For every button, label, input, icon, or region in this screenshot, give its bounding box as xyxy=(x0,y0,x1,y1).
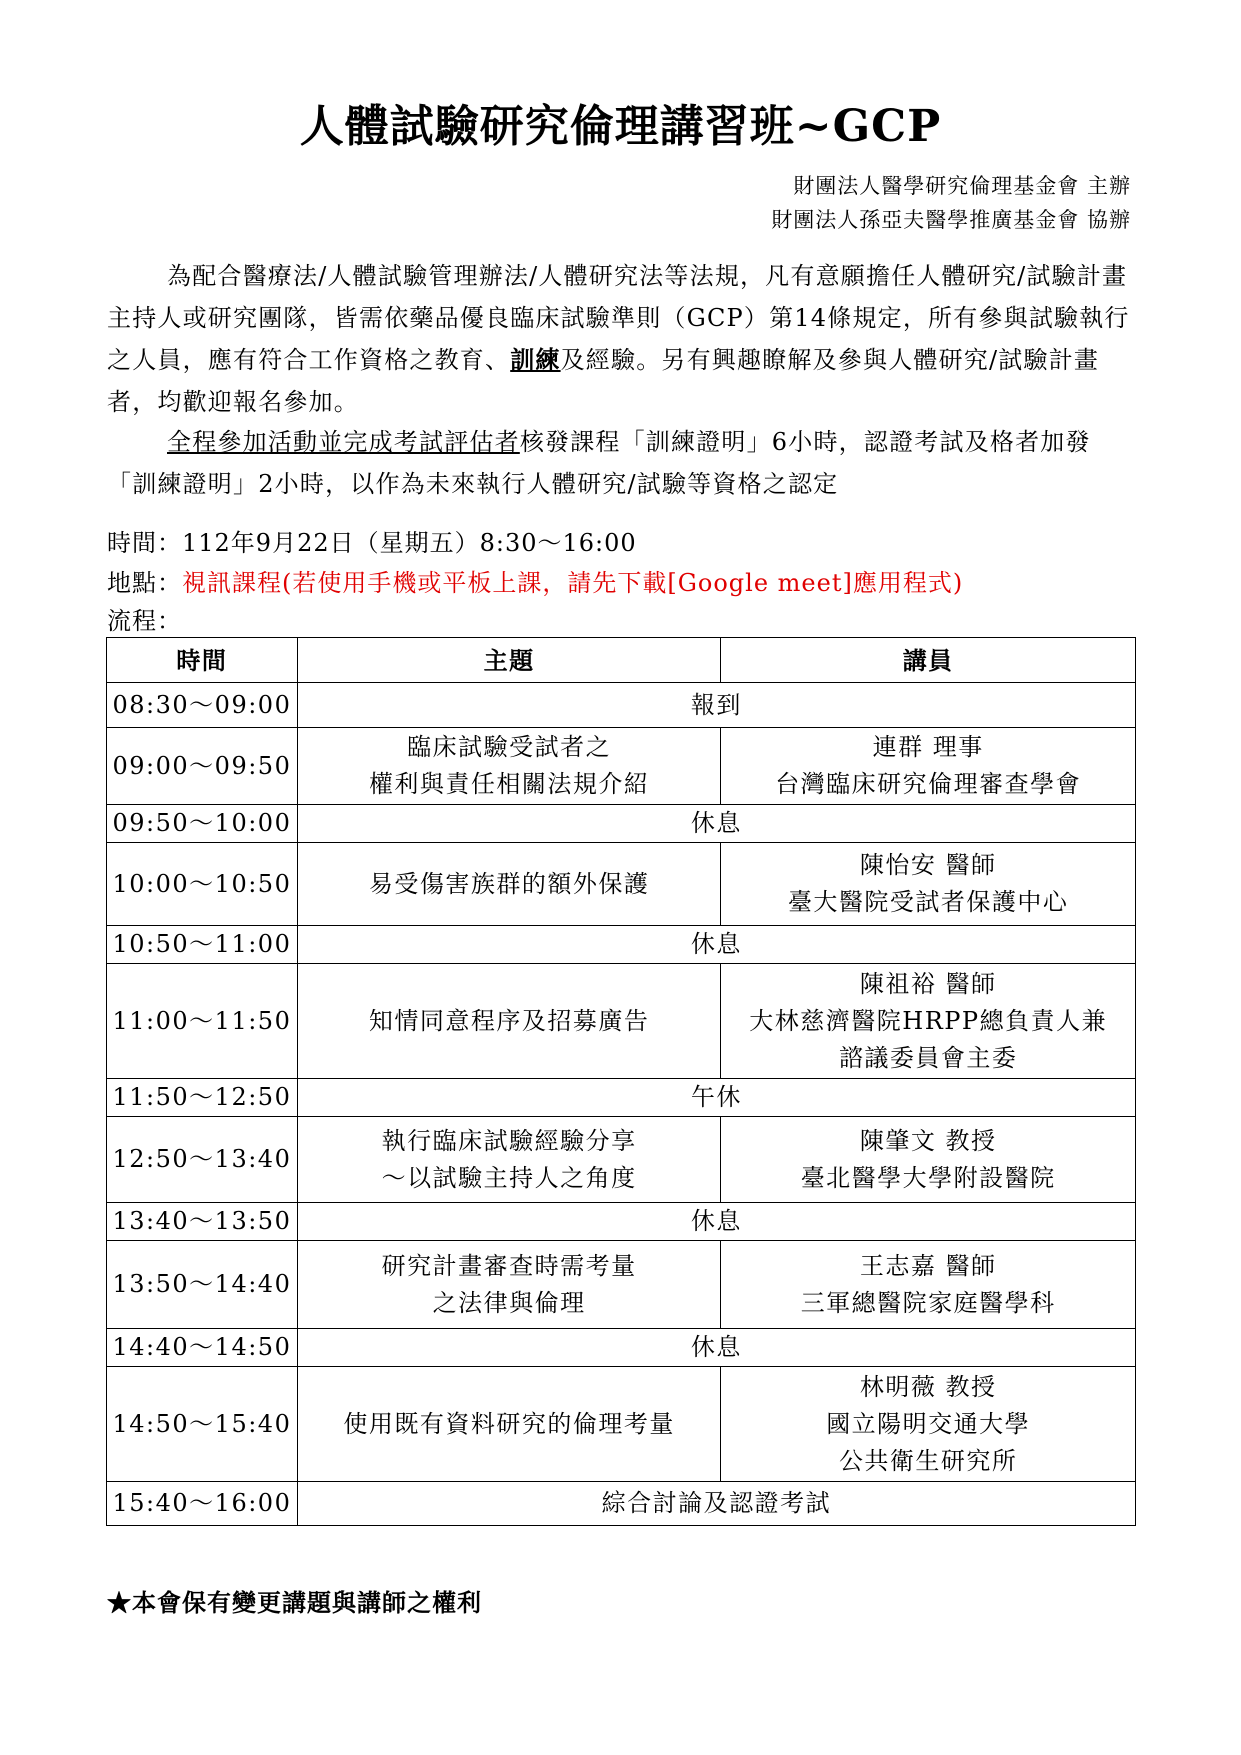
speaker-affiliation: 臺北醫學大學附設醫院 xyxy=(800,1163,1056,1192)
row-topic xyxy=(297,843,721,926)
topic-line: 之法律與倫理 xyxy=(432,1288,586,1317)
speaker-name: 陳祖裕 醫師 xyxy=(859,969,997,998)
topic-line: ～以試驗主持人之角度 xyxy=(381,1163,637,1192)
table-row xyxy=(107,843,1136,926)
speaker-affiliation: 臺大醫院受試者保護中心 xyxy=(787,888,1069,916)
topic-line: 易受傷害族群的額外保護 xyxy=(368,869,650,898)
row-event: 休息 xyxy=(297,1203,1135,1241)
row-time: 11:00～11:50 xyxy=(107,964,298,1079)
intro-p2-text: 核發課程「訓練證明」6小時，認證考試及格者加發「訓練證明」2小時，以作為未來執行人體研究/試驗等資格之認定 xyxy=(107,428,1091,498)
page-title: 人體試驗研究倫理講習班~GCP xyxy=(299,101,942,152)
table-row xyxy=(107,683,1136,728)
row-speaker xyxy=(721,1367,1136,1482)
table-row xyxy=(107,1329,1136,1367)
place-value: 視訊課程(若使用手機或平板上課，請先下載[Google meet]應用程式) xyxy=(182,569,964,597)
row-time: 13:50～14:40 xyxy=(107,1241,298,1329)
topic-line: 知情同意程序及招募廣告 xyxy=(368,1006,650,1035)
flow-label: 流程： xyxy=(107,607,182,635)
topic-line: 執行臨床試驗經驗分享 xyxy=(381,1126,637,1155)
row-time: 15:40～16:00 xyxy=(107,1482,298,1526)
row-topic xyxy=(297,964,721,1079)
speaker-name: 陳肇文 教授 xyxy=(859,1126,997,1155)
row-speaker xyxy=(721,843,1136,926)
event-place xyxy=(107,563,963,598)
intro-p1-text-end: 及經驗。另有興趣瞭解及參與人體研究/試驗計畫者，均歡迎報名參加。 xyxy=(107,346,1100,416)
row-topic xyxy=(297,1117,721,1203)
row-time: 09:50～10:00 xyxy=(107,805,298,843)
row-time: 09:00～09:50 xyxy=(107,728,298,805)
row-speaker xyxy=(721,964,1136,1079)
header-time: 時間 xyxy=(107,638,298,683)
row-speaker xyxy=(721,1117,1136,1203)
host-organizer: 財團法人醫學研究倫理基金會 主辦 xyxy=(793,174,1131,198)
row-time: 12:50～13:40 xyxy=(107,1117,298,1203)
row-speaker xyxy=(721,728,1136,805)
row-topic xyxy=(297,1241,721,1329)
table-row xyxy=(107,926,1136,964)
table-row xyxy=(107,805,1136,843)
footer-note: ★本會保有變更講題與講師之權利 xyxy=(107,1588,482,1617)
table-row xyxy=(107,1482,1136,1526)
row-event: 休息 xyxy=(297,1329,1135,1367)
row-time: 14:40～14:50 xyxy=(107,1329,298,1367)
table-row xyxy=(107,1203,1136,1241)
speaker-name: 王志嘉 醫師 xyxy=(859,1251,997,1280)
speaker-affiliation: 台灣臨床研究倫理審查學會 xyxy=(775,770,1082,798)
table-row xyxy=(107,1241,1136,1329)
row-time: 14:50～15:40 xyxy=(107,1367,298,1482)
table-row xyxy=(107,1079,1136,1117)
topic-line: 研究計畫審查時需考量 xyxy=(381,1251,637,1280)
intro-p1-emphasis: 訓練 xyxy=(510,345,561,374)
row-event: 休息 xyxy=(297,926,1135,964)
topic-line: 使用既有資料研究的倫理考量 xyxy=(343,1409,675,1438)
place-label: 地點： xyxy=(107,569,182,597)
speaker-affiliation: 三軍總醫院家庭醫學科 xyxy=(800,1288,1056,1317)
speaker-name: 連群 理事 xyxy=(872,733,984,761)
speaker-name: 陳怡安 醫師 xyxy=(859,851,997,879)
table-row xyxy=(107,964,1136,1079)
row-topic xyxy=(297,728,721,805)
row-time: 10:50～11:00 xyxy=(107,926,298,964)
intro-paragraph-2 xyxy=(107,422,1133,505)
intro-paragraph-1 xyxy=(107,256,1133,423)
row-event: 休息 xyxy=(297,805,1135,843)
row-time: 10:00～10:50 xyxy=(107,843,298,926)
speaker-name: 林明薇 教授 xyxy=(859,1372,997,1401)
row-event: 午休 xyxy=(297,1079,1135,1117)
topic-line: 臨床試驗受試者之 xyxy=(407,733,612,761)
speaker-affiliation: 大林慈濟醫院HRPP總負責人兼 xyxy=(749,1006,1108,1035)
topic-line: 權利與責任相關法規介紹 xyxy=(368,770,650,798)
row-speaker xyxy=(721,1241,1136,1329)
speaker-affiliation: 國立陽明交通大學 xyxy=(826,1409,1031,1438)
event-time: 時間：112年9月22日（星期五）8:30～16:00 xyxy=(107,529,637,557)
row-time: 13:40～13:50 xyxy=(107,1203,298,1241)
intro-p2-underlined: 全程參加活動並完成考試評估者 xyxy=(167,428,520,456)
speaker-affiliation: 諮議委員會主委 xyxy=(838,1043,1018,1072)
row-event: 報到 xyxy=(297,683,1135,728)
row-topic xyxy=(297,1367,721,1482)
table-row xyxy=(107,1117,1136,1203)
table-header-row xyxy=(107,638,1136,683)
co-host-organizer: 財團法人孫亞夫醫學推廣基金會 協辦 xyxy=(771,208,1131,232)
row-event: 綜合討論及認證考試 xyxy=(297,1482,1135,1526)
header-topic: 主題 xyxy=(297,638,721,683)
speaker-affiliation: 公共衛生研究所 xyxy=(838,1446,1018,1475)
row-time: 08:30～09:00 xyxy=(107,683,298,728)
intro-p1-text: 為配合醫療法/人體試驗管理辦法/人體研究法等法規，凡有意願擔任人體研究/試驗計畫主持人或研究團隊，皆需依藥品優良臨床試驗準則（GCP）第14條規定，所有參與試驗執行之人員，應有符合工作資格之教育、 xyxy=(107,262,1130,374)
schedule-table xyxy=(106,637,1136,1526)
header-speaker: 講員 xyxy=(721,638,1136,683)
table-row xyxy=(107,728,1136,805)
row-time: 11:50～12:50 xyxy=(107,1079,298,1117)
table-row xyxy=(107,1367,1136,1482)
